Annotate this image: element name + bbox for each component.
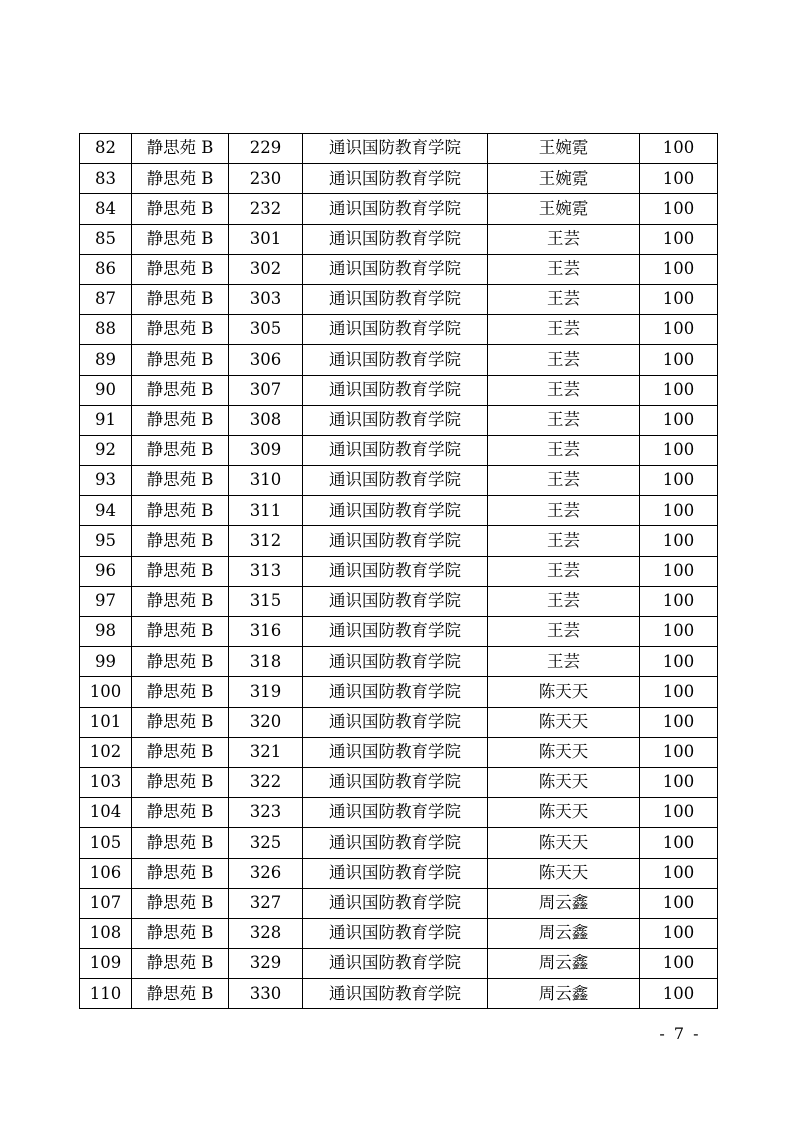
table-row bbox=[80, 526, 718, 556]
college-cell: 通识国防教育学院 bbox=[303, 224, 488, 254]
room-cell: 323 bbox=[229, 798, 303, 828]
name-cell: 王芸 bbox=[488, 556, 640, 586]
score-cell: 100 bbox=[640, 375, 718, 405]
index-cell: 86 bbox=[80, 254, 132, 284]
name-cell: 陈天天 bbox=[488, 677, 640, 707]
score-cell: 100 bbox=[640, 858, 718, 888]
building-cell: 静思苑 B bbox=[132, 526, 229, 556]
index-cell: 107 bbox=[80, 888, 132, 918]
room-cell: 230 bbox=[229, 164, 303, 194]
college-cell: 通识国防教育学院 bbox=[303, 466, 488, 496]
name-cell: 王芸 bbox=[488, 466, 640, 496]
table-row bbox=[80, 707, 718, 737]
table-row bbox=[80, 888, 718, 918]
score-cell: 100 bbox=[640, 466, 718, 496]
building-cell: 静思苑 B bbox=[132, 194, 229, 224]
score-cell: 100 bbox=[640, 798, 718, 828]
table-row bbox=[80, 828, 718, 858]
index-cell: 99 bbox=[80, 647, 132, 677]
score-cell: 100 bbox=[640, 707, 718, 737]
score-cell: 100 bbox=[640, 345, 718, 375]
page-number: - 7 - bbox=[659, 1024, 701, 1043]
college-cell: 通识国防教育学院 bbox=[303, 617, 488, 647]
table-row bbox=[80, 134, 718, 164]
table-row bbox=[80, 858, 718, 888]
college-cell: 通识国防教育学院 bbox=[303, 315, 488, 345]
name-cell: 王芸 bbox=[488, 284, 640, 314]
college-cell: 通识国防教育学院 bbox=[303, 737, 488, 767]
index-cell: 85 bbox=[80, 224, 132, 254]
table-row bbox=[80, 556, 718, 586]
college-cell: 通识国防教育学院 bbox=[303, 767, 488, 797]
score-cell: 100 bbox=[640, 586, 718, 616]
index-cell: 95 bbox=[80, 526, 132, 556]
index-cell: 100 bbox=[80, 677, 132, 707]
index-cell: 108 bbox=[80, 918, 132, 948]
college-cell: 通识国防教育学院 bbox=[303, 586, 488, 616]
table-row bbox=[80, 918, 718, 948]
score-cell: 100 bbox=[640, 888, 718, 918]
college-cell: 通识国防教育学院 bbox=[303, 677, 488, 707]
name-cell: 王芸 bbox=[488, 405, 640, 435]
college-cell: 通识国防教育学院 bbox=[303, 556, 488, 586]
room-cell: 318 bbox=[229, 647, 303, 677]
index-cell: 88 bbox=[80, 315, 132, 345]
table-row bbox=[80, 617, 718, 647]
table-row bbox=[80, 798, 718, 828]
index-cell: 104 bbox=[80, 798, 132, 828]
college-cell: 通识国防教育学院 bbox=[303, 345, 488, 375]
name-cell: 王婉霓 bbox=[488, 134, 640, 164]
room-cell: 229 bbox=[229, 134, 303, 164]
index-cell: 105 bbox=[80, 828, 132, 858]
score-cell: 100 bbox=[640, 194, 718, 224]
index-cell: 94 bbox=[80, 496, 132, 526]
building-cell: 静思苑 B bbox=[132, 284, 229, 314]
index-cell: 91 bbox=[80, 405, 132, 435]
building-cell: 静思苑 B bbox=[132, 949, 229, 979]
table-body bbox=[80, 134, 718, 1009]
building-cell: 静思苑 B bbox=[132, 798, 229, 828]
building-cell: 静思苑 B bbox=[132, 677, 229, 707]
index-cell: 87 bbox=[80, 284, 132, 314]
score-cell: 100 bbox=[640, 767, 718, 797]
name-cell: 陈天天 bbox=[488, 858, 640, 888]
score-cell: 100 bbox=[640, 737, 718, 767]
table-row bbox=[80, 496, 718, 526]
index-cell: 83 bbox=[80, 164, 132, 194]
room-cell: 316 bbox=[229, 617, 303, 647]
score-cell: 100 bbox=[640, 496, 718, 526]
table-row bbox=[80, 466, 718, 496]
college-cell: 通识国防教育学院 bbox=[303, 918, 488, 948]
college-cell: 通识国防教育学院 bbox=[303, 647, 488, 677]
index-cell: 93 bbox=[80, 466, 132, 496]
name-cell: 王芸 bbox=[488, 224, 640, 254]
score-cell: 100 bbox=[640, 647, 718, 677]
name-cell: 陈天天 bbox=[488, 798, 640, 828]
building-cell: 静思苑 B bbox=[132, 556, 229, 586]
score-cell: 100 bbox=[640, 949, 718, 979]
score-cell: 100 bbox=[640, 918, 718, 948]
room-cell: 312 bbox=[229, 526, 303, 556]
score-cell: 100 bbox=[640, 405, 718, 435]
building-cell: 静思苑 B bbox=[132, 375, 229, 405]
name-cell: 陈天天 bbox=[488, 707, 640, 737]
name-cell: 陈天天 bbox=[488, 828, 640, 858]
table-row bbox=[80, 677, 718, 707]
room-cell: 232 bbox=[229, 194, 303, 224]
room-cell: 302 bbox=[229, 254, 303, 284]
college-cell: 通识国防教育学院 bbox=[303, 435, 488, 465]
college-cell: 通识国防教育学院 bbox=[303, 164, 488, 194]
dormitory-table bbox=[79, 133, 718, 1009]
index-cell: 84 bbox=[80, 194, 132, 224]
name-cell: 王芸 bbox=[488, 345, 640, 375]
building-cell: 静思苑 B bbox=[132, 888, 229, 918]
name-cell: 周云鑫 bbox=[488, 888, 640, 918]
name-cell: 周云鑫 bbox=[488, 918, 640, 948]
index-cell: 97 bbox=[80, 586, 132, 616]
table-row bbox=[80, 375, 718, 405]
building-cell: 静思苑 B bbox=[132, 466, 229, 496]
name-cell: 陈天天 bbox=[488, 767, 640, 797]
college-cell: 通识国防教育学院 bbox=[303, 134, 488, 164]
index-cell: 103 bbox=[80, 767, 132, 797]
table-row bbox=[80, 345, 718, 375]
table-row bbox=[80, 194, 718, 224]
room-cell: 330 bbox=[229, 979, 303, 1009]
table-row bbox=[80, 284, 718, 314]
name-cell: 陈天天 bbox=[488, 737, 640, 767]
index-cell: 106 bbox=[80, 858, 132, 888]
room-cell: 308 bbox=[229, 405, 303, 435]
name-cell: 周云鑫 bbox=[488, 949, 640, 979]
score-cell: 100 bbox=[640, 828, 718, 858]
building-cell: 静思苑 B bbox=[132, 586, 229, 616]
score-cell: 100 bbox=[640, 284, 718, 314]
table-row bbox=[80, 405, 718, 435]
table-row bbox=[80, 979, 718, 1009]
score-cell: 100 bbox=[640, 556, 718, 586]
college-cell: 通识国防教育学院 bbox=[303, 375, 488, 405]
building-cell: 静思苑 B bbox=[132, 134, 229, 164]
index-cell: 89 bbox=[80, 345, 132, 375]
building-cell: 静思苑 B bbox=[132, 707, 229, 737]
college-cell: 通识国防教育学院 bbox=[303, 284, 488, 314]
score-cell: 100 bbox=[640, 677, 718, 707]
name-cell: 王芸 bbox=[488, 526, 640, 556]
building-cell: 静思苑 B bbox=[132, 405, 229, 435]
table-row bbox=[80, 949, 718, 979]
score-cell: 100 bbox=[640, 254, 718, 284]
college-cell: 通识国防教育学院 bbox=[303, 496, 488, 526]
room-cell: 303 bbox=[229, 284, 303, 314]
score-cell: 100 bbox=[640, 617, 718, 647]
table-row bbox=[80, 435, 718, 465]
college-cell: 通识国防教育学院 bbox=[303, 979, 488, 1009]
room-cell: 306 bbox=[229, 345, 303, 375]
room-cell: 305 bbox=[229, 315, 303, 345]
building-cell: 静思苑 B bbox=[132, 858, 229, 888]
room-cell: 309 bbox=[229, 435, 303, 465]
building-cell: 静思苑 B bbox=[132, 164, 229, 194]
building-cell: 静思苑 B bbox=[132, 647, 229, 677]
building-cell: 静思苑 B bbox=[132, 979, 229, 1009]
room-cell: 326 bbox=[229, 858, 303, 888]
building-cell: 静思苑 B bbox=[132, 918, 229, 948]
name-cell: 王婉霓 bbox=[488, 164, 640, 194]
table-row bbox=[80, 164, 718, 194]
table-row bbox=[80, 315, 718, 345]
index-cell: 101 bbox=[80, 707, 132, 737]
score-cell: 100 bbox=[640, 134, 718, 164]
room-cell: 327 bbox=[229, 888, 303, 918]
name-cell: 王芸 bbox=[488, 647, 640, 677]
table-row bbox=[80, 586, 718, 616]
index-cell: 92 bbox=[80, 435, 132, 465]
college-cell: 通识国防教育学院 bbox=[303, 888, 488, 918]
index-cell: 102 bbox=[80, 737, 132, 767]
college-cell: 通识国防教育学院 bbox=[303, 858, 488, 888]
building-cell: 静思苑 B bbox=[132, 315, 229, 345]
index-cell: 109 bbox=[80, 949, 132, 979]
table-row bbox=[80, 224, 718, 254]
name-cell: 王芸 bbox=[488, 496, 640, 526]
name-cell: 王芸 bbox=[488, 586, 640, 616]
index-cell: 96 bbox=[80, 556, 132, 586]
room-cell: 328 bbox=[229, 918, 303, 948]
building-cell: 静思苑 B bbox=[132, 435, 229, 465]
name-cell: 王芸 bbox=[488, 375, 640, 405]
college-cell: 通识国防教育学院 bbox=[303, 949, 488, 979]
college-cell: 通识国防教育学院 bbox=[303, 254, 488, 284]
index-cell: 90 bbox=[80, 375, 132, 405]
name-cell: 周云鑫 bbox=[488, 979, 640, 1009]
college-cell: 通识国防教育学院 bbox=[303, 526, 488, 556]
room-cell: 319 bbox=[229, 677, 303, 707]
room-cell: 320 bbox=[229, 707, 303, 737]
index-cell: 98 bbox=[80, 617, 132, 647]
room-cell: 313 bbox=[229, 556, 303, 586]
college-cell: 通识国防教育学院 bbox=[303, 405, 488, 435]
building-cell: 静思苑 B bbox=[132, 224, 229, 254]
room-cell: 325 bbox=[229, 828, 303, 858]
index-cell: 110 bbox=[80, 979, 132, 1009]
score-cell: 100 bbox=[640, 315, 718, 345]
name-cell: 王芸 bbox=[488, 435, 640, 465]
college-cell: 通识国防教育学院 bbox=[303, 798, 488, 828]
room-cell: 315 bbox=[229, 586, 303, 616]
table-row bbox=[80, 647, 718, 677]
name-cell: 王芸 bbox=[488, 617, 640, 647]
score-cell: 100 bbox=[640, 164, 718, 194]
room-cell: 310 bbox=[229, 466, 303, 496]
college-cell: 通识国防教育学院 bbox=[303, 194, 488, 224]
table-row bbox=[80, 767, 718, 797]
score-cell: 100 bbox=[640, 224, 718, 254]
room-cell: 322 bbox=[229, 767, 303, 797]
building-cell: 静思苑 B bbox=[132, 496, 229, 526]
building-cell: 静思苑 B bbox=[132, 737, 229, 767]
name-cell: 王婉霓 bbox=[488, 194, 640, 224]
name-cell: 王芸 bbox=[488, 254, 640, 284]
table-row bbox=[80, 737, 718, 767]
building-cell: 静思苑 B bbox=[132, 828, 229, 858]
building-cell: 静思苑 B bbox=[132, 617, 229, 647]
room-cell: 301 bbox=[229, 224, 303, 254]
score-cell: 100 bbox=[640, 979, 718, 1009]
table-row bbox=[80, 254, 718, 284]
college-cell: 通识国防教育学院 bbox=[303, 707, 488, 737]
room-cell: 321 bbox=[229, 737, 303, 767]
score-cell: 100 bbox=[640, 526, 718, 556]
score-cell: 100 bbox=[640, 435, 718, 465]
room-cell: 307 bbox=[229, 375, 303, 405]
building-cell: 静思苑 B bbox=[132, 254, 229, 284]
building-cell: 静思苑 B bbox=[132, 767, 229, 797]
room-cell: 311 bbox=[229, 496, 303, 526]
college-cell: 通识国防教育学院 bbox=[303, 828, 488, 858]
building-cell: 静思苑 B bbox=[132, 345, 229, 375]
room-cell: 329 bbox=[229, 949, 303, 979]
name-cell: 王芸 bbox=[488, 315, 640, 345]
index-cell: 82 bbox=[80, 134, 132, 164]
